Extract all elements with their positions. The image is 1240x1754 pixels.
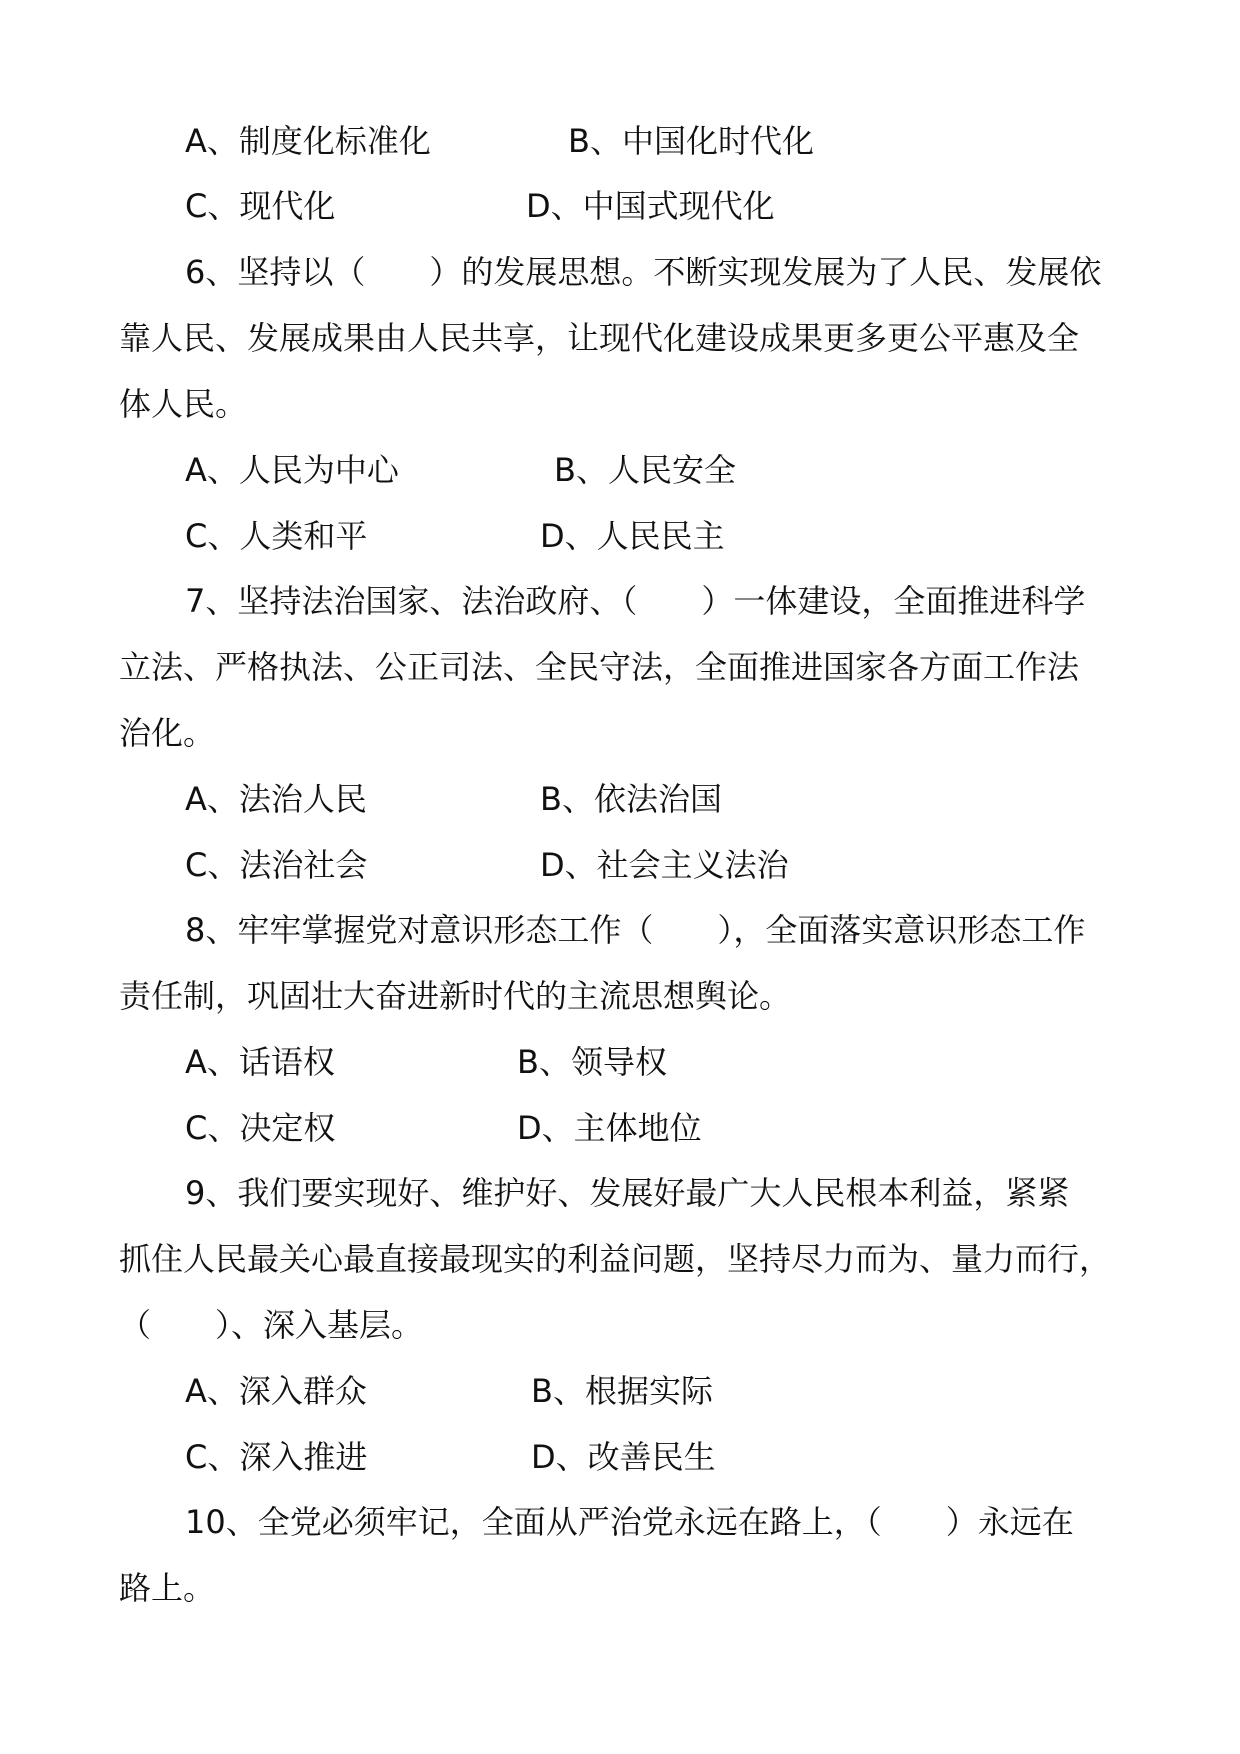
q5-option-a: A、制度化标准化 <box>185 122 431 160</box>
q6-option-d: D、人民民主 <box>540 517 725 555</box>
q9-option-b: B、根据实际 <box>531 1372 713 1410</box>
q7-option-b: B、依法治国 <box>540 780 722 818</box>
q7-option-a: A、法治人民 <box>185 780 367 818</box>
q8-option-a: A、话语权 <box>185 1043 335 1081</box>
q9-stem-line-3: （ ）、深入基层。 <box>119 1306 424 1344</box>
q6-option-a: A、人民为中心 <box>185 451 399 489</box>
q9-option-a: A、深入群众 <box>185 1372 367 1410</box>
q8-option-c: C、决定权 <box>185 1109 336 1147</box>
q6-option-c: C、人类和平 <box>185 517 368 555</box>
q9-option-d: D、改善民生 <box>531 1438 716 1476</box>
q8-option-b: B、领导权 <box>517 1043 667 1081</box>
q10-stem-line-2: 路上。 <box>119 1569 216 1607</box>
q5-option-c: C、现代化 <box>185 187 336 225</box>
q8-stem-line-1: 8、牢牢掌握党对意识形态工作（ ），全面落实意识形态工作 <box>185 911 1086 949</box>
q9-option-c: C、深入推进 <box>185 1438 368 1476</box>
q8-option-d: D、主体地位 <box>517 1109 702 1147</box>
q6-stem-line-2: 靠人民、发展成果由人民共享，让现代化建设成果更多更公平惠及全 <box>119 319 1080 357</box>
q10-stem-line-1: 10、全党必须牢记，全面从严治党永远在路上，（ ）永远在 <box>185 1503 1074 1541</box>
q9-stem-line-1: 9、我们要实现好、维护好、发展好最广大人民根本利益，紧紧 <box>185 1174 1070 1212</box>
q5-option-d: D、中国式现代化 <box>526 187 775 225</box>
q7-option-d: D、社会主义法治 <box>540 846 789 884</box>
q8-stem-line-2: 责任制，巩固壮大奋进新时代的主流思想舆论。 <box>119 977 792 1015</box>
q9-stem-line-2: 抓住人民最关心最直接最现实的利益问题，坚持尽力而为、量力而行， <box>119 1240 1112 1278</box>
q7-stem-line-2: 立法、严格执法、公正司法、全民守法，全面推进国家各方面工作法 <box>119 648 1080 686</box>
q6-option-b: B、人民安全 <box>554 451 736 489</box>
q5-option-b: B、中国化时代化 <box>568 122 814 160</box>
q6-stem-line-3: 体人民。 <box>119 385 248 423</box>
q7-stem-line-3: 治化。 <box>119 714 216 752</box>
q7-option-c: C、法治社会 <box>185 846 368 884</box>
q6-stem-line-1: 6、坚持以（ ）的发展思想。不断实现发展为了人民、发展依 <box>185 253 1102 291</box>
q7-stem-line-1: 7、坚持法治国家、法治政府、（ ）一体建设，全面推进科学 <box>185 582 1086 620</box>
